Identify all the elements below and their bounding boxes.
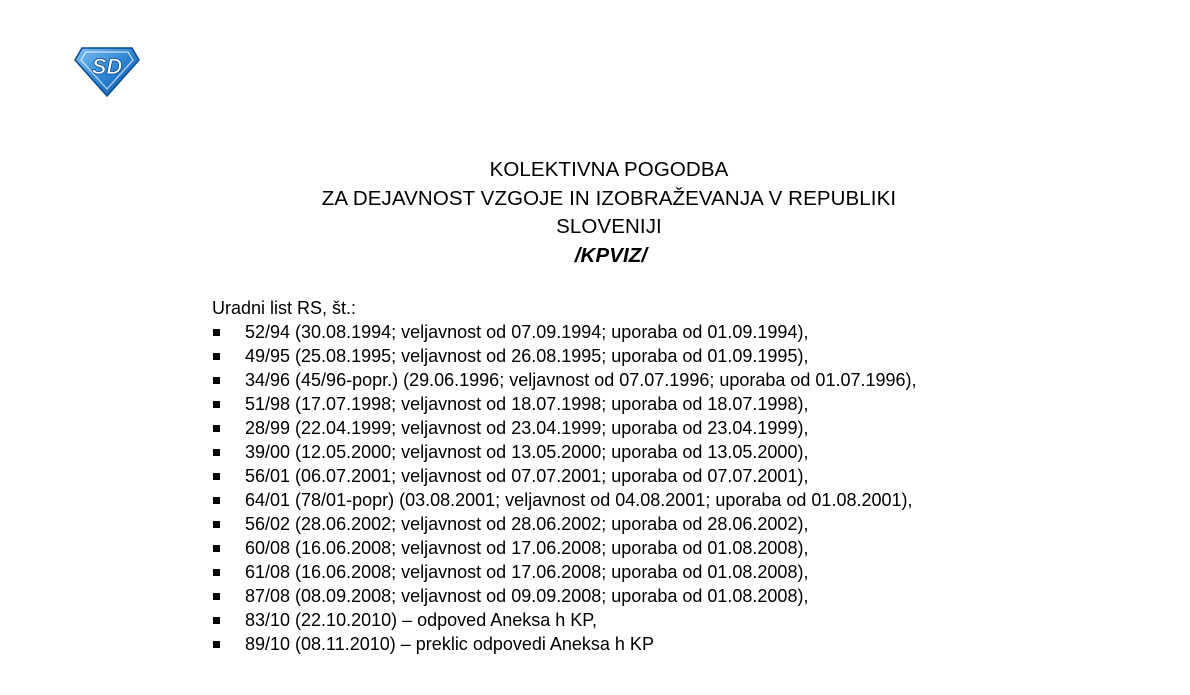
gazette-entry xyxy=(182,344,1005,368)
gazette-entry xyxy=(182,608,1005,632)
gazette-entry xyxy=(182,416,1005,440)
gazette-entry-text: 56/01 (06.07.2001; veljavnost od 07.07.2001; uporaba od 07.07.2001), xyxy=(245,466,809,486)
gazette-entry xyxy=(182,560,1005,584)
bullet-icon xyxy=(213,545,220,552)
bullet-icon xyxy=(213,353,220,360)
sd-logo-shield-icon xyxy=(72,44,142,98)
gazette-entry xyxy=(182,320,1005,344)
gazette-entry-text: 34/96 (45/96-popr.) (29.06.1996; veljavnost od 07.07.1996; uporaba od 01.07.1996), xyxy=(245,370,917,390)
gazette-entry-text: 61/08 (16.06.2008; veljavnost od 17.06.2008; uporaba od 01.08.2008), xyxy=(245,562,809,582)
bullet-icon xyxy=(213,641,220,648)
bullet-icon xyxy=(213,473,220,480)
gazette-entry xyxy=(182,464,1005,488)
bullet-icon xyxy=(213,617,220,624)
bullet-icon xyxy=(213,377,220,384)
gazette-entry-text: 60/08 (16.06.2008; veljavnost od 17.06.2008; uporaba od 01.08.2008), xyxy=(245,538,809,558)
gazette-entry xyxy=(182,512,1005,536)
title-abbreviation: /KPVIZ/ xyxy=(574,243,648,267)
gazette-entry xyxy=(182,368,1005,392)
gazette-entry xyxy=(182,488,1005,512)
title-line-1: KOLEKTIVNA POGODBA xyxy=(489,158,729,181)
bullet-icon xyxy=(213,425,220,432)
gazette-entry xyxy=(182,584,1005,608)
bullet-icon xyxy=(213,449,220,456)
bullet-icon xyxy=(213,497,220,504)
gazette-entry-text: 49/95 (25.08.1995; veljavnost od 26.08.1995; uporaba od 01.09.1995), xyxy=(245,346,809,366)
bullet-icon xyxy=(213,401,220,408)
gazette-entry-text: 83/10 (22.10.2010) – odpoved Aneksa h KP, xyxy=(245,610,597,630)
logo-letters: SD xyxy=(91,54,123,79)
bullet-icon xyxy=(213,569,220,576)
gazette-entry-text: 52/94 (30.08.1994; veljavnost od 07.09.1994; uporaba od 01.09.1994), xyxy=(245,322,809,342)
document-title xyxy=(0,156,1190,270)
bullet-icon xyxy=(213,329,220,336)
gazette-entry-text: 64/01 (78/01-popr) (03.08.2001; veljavnost od 04.08.2001; uporaba od 01.08.2001), xyxy=(245,490,913,510)
gazette-entry-text: 89/10 (08.11.2010) – preklic odpovedi Aneksa h KP xyxy=(245,634,654,654)
gazette-entry-text: 87/08 (08.09.2008; veljavnost od 09.09.2008; uporaba od 01.08.2008), xyxy=(245,586,809,606)
gazette-entry xyxy=(182,536,1005,560)
gazette-heading: Uradni list RS, št.: xyxy=(212,298,357,318)
bullet-icon xyxy=(213,521,220,528)
gazette-section xyxy=(182,296,1005,656)
gazette-entry xyxy=(182,632,1005,656)
title-line-3: SLOVENIJI xyxy=(556,215,662,238)
gazette-entry xyxy=(182,440,1005,464)
gazette-entry xyxy=(182,392,1005,416)
gazette-entry-text: 39/00 (12.05.2000; veljavnost od 13.05.2000; uporaba od 13.05.2000), xyxy=(245,442,809,462)
sd-logo xyxy=(72,44,142,98)
title-line-2: ZA DEJAVNOST VZGOJE IN IZOBRAŽEVANJA V REPUBLIKI xyxy=(321,186,897,210)
gazette-entry-text: 28/99 (22.04.1999; veljavnost od 23.04.1999; uporaba od 23.04.1999), xyxy=(245,418,809,438)
gazette-entry-text: 51/98 (17.07.1998; veljavnost od 18.07.1998; uporaba od 18.07.1998), xyxy=(245,394,809,414)
gazette-entry-text: 56/02 (28.06.2002; veljavnost od 28.06.2002; uporaba od 28.06.2002), xyxy=(245,514,809,534)
bullet-icon xyxy=(213,593,220,600)
